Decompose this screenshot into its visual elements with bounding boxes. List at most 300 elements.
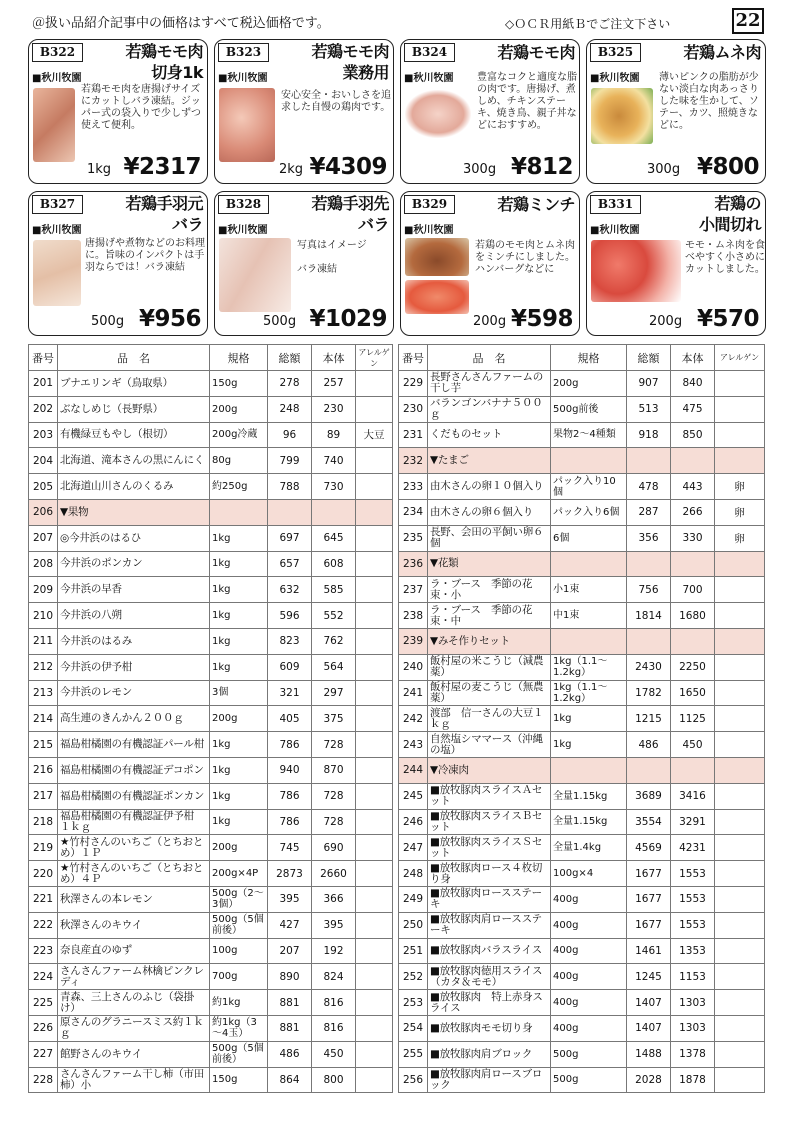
item-name: くだものセット: [428, 422, 551, 448]
item-allergen: [715, 706, 765, 732]
item-base-price: 700: [671, 577, 715, 603]
item-allergen: [715, 603, 765, 629]
item-total-price: 745: [268, 835, 312, 861]
product-card[interactable]: [214, 39, 394, 184]
item-base-price: 3291: [671, 809, 715, 835]
item-number: 240: [399, 654, 428, 680]
item-allergen: [715, 448, 765, 474]
item-total-price: 864: [268, 1067, 312, 1093]
item-name: 福島柑橘園の有機認証ポンカン: [58, 783, 210, 809]
item-number: 210: [29, 603, 58, 629]
product-cards: [28, 39, 766, 337]
item-number: 227: [29, 1041, 58, 1067]
item-allergen: [715, 1041, 765, 1067]
item-name: 有機緑豆もやし（根切）: [58, 422, 210, 448]
table-row: [399, 499, 765, 525]
product-description: 唐揚げや煮物などのお料理に。旨味のインパクトは手羽ならでは！バラ凍結: [85, 238, 205, 273]
table-row: [399, 654, 765, 680]
item-number: 214: [29, 706, 58, 732]
item-spec: 全量1.4kg: [551, 835, 627, 861]
table-row: [399, 912, 765, 938]
table-row: [399, 835, 765, 861]
category-row: [399, 551, 765, 577]
item-spec: 1kg: [210, 732, 268, 758]
item-spec: 100g: [210, 938, 268, 964]
item-allergen: [356, 783, 393, 809]
item-name: 今井浜の八朔: [58, 603, 210, 629]
product-code: B327: [32, 195, 83, 214]
item-base-price: 230: [312, 396, 356, 422]
item-name: ■放牧豚肉スライスＳセット: [428, 835, 551, 861]
table-row: [29, 886, 393, 912]
table-row: [399, 1015, 765, 1041]
item-number: 233: [399, 474, 428, 500]
item-spec: [210, 499, 268, 525]
item-number: 209: [29, 577, 58, 603]
item-name: ぶなしめじ（長野県）: [58, 396, 210, 422]
product-card[interactable]: [586, 39, 766, 184]
item-spec: 1kg: [210, 603, 268, 629]
item-allergen: [356, 809, 393, 835]
item-total-price: 697: [268, 525, 312, 551]
item-base-price: 564: [312, 654, 356, 680]
table-row: [29, 551, 393, 577]
table-row: [29, 628, 393, 654]
item-total-price: 3554: [627, 809, 671, 835]
item-spec: 150g: [210, 1067, 268, 1093]
product-code: B322: [32, 43, 83, 62]
item-spec: 1kg（1.1～1.2kg）: [551, 654, 627, 680]
item-number: 220: [29, 861, 58, 887]
item-number: 224: [29, 964, 58, 990]
item-allergen: [715, 809, 765, 835]
item-allergen: [356, 551, 393, 577]
product-card[interactable]: [28, 39, 208, 184]
product-card[interactable]: [400, 39, 580, 184]
item-total-price: 756: [627, 577, 671, 603]
item-allergen: 卵: [715, 525, 765, 551]
item-total-price: 1677: [627, 861, 671, 887]
product-price: ¥570: [696, 306, 759, 332]
item-total-price: 207: [268, 938, 312, 964]
item-allergen: 大豆: [356, 422, 393, 448]
item-number: 230: [399, 396, 428, 422]
item-number: 255: [399, 1041, 428, 1067]
item-base-price: 450: [671, 732, 715, 758]
item-base-price: [671, 757, 715, 783]
item-allergen: [715, 577, 765, 603]
item-total-price: 3689: [627, 783, 671, 809]
item-name: 北海道、滝本さんの黒にんにく: [58, 448, 210, 474]
item-base-price: 816: [312, 1015, 356, 1041]
item-spec: 果物2～4種類: [551, 422, 627, 448]
item-number: 222: [29, 912, 58, 938]
product-photo: [219, 238, 291, 312]
item-total-price: 632: [268, 577, 312, 603]
item-name: 北海道山川さんのくるみ: [58, 474, 210, 500]
item-number: 207: [29, 525, 58, 551]
product-weight: 200g: [473, 314, 507, 329]
item-total-price: 278: [268, 371, 312, 397]
item-name: 青森、三上さんのふじ（袋掛け）: [58, 990, 210, 1016]
item-base-price: 762: [312, 628, 356, 654]
item-number: 246: [399, 809, 428, 835]
item-name: バランゴンバナナ５００ｇ: [428, 396, 551, 422]
item-base-price: 1125: [671, 706, 715, 732]
item-spec: 400g: [551, 990, 627, 1016]
item-number: 201: [29, 371, 58, 397]
item-total-price: 1407: [627, 990, 671, 1016]
item-total-price: 823: [268, 628, 312, 654]
item-allergen: [356, 1067, 393, 1093]
item-base-price: 645: [312, 525, 356, 551]
item-total-price: 1782: [627, 680, 671, 706]
item-spec: 200g: [210, 706, 268, 732]
item-spec: 200g冷蔵: [210, 422, 268, 448]
item-spec: [551, 551, 627, 577]
item-total-price: 788: [268, 474, 312, 500]
item-number: 229: [399, 371, 428, 397]
table-row: [29, 525, 393, 551]
item-name: 飯村屋の麦こうじ（無農薬）: [428, 680, 551, 706]
item-name: 由木さんの卵１０個入り: [428, 474, 551, 500]
item-allergen: [715, 990, 765, 1016]
table-row: [29, 371, 393, 397]
item-total-price: 799: [268, 448, 312, 474]
item-total-price: 786: [268, 809, 312, 835]
table-row: [399, 474, 765, 500]
item-spec: 400g: [551, 964, 627, 990]
table-row: [399, 990, 765, 1016]
item-spec: 全量1.15kg: [551, 783, 627, 809]
item-number: 231: [399, 422, 428, 448]
item-total-price: 486: [268, 1041, 312, 1067]
item-name: さんさんファーム干し柿（市田柿）小: [58, 1067, 210, 1093]
product-price: ¥800: [696, 154, 759, 180]
table-row: [399, 938, 765, 964]
product-card[interactable]: [400, 191, 580, 336]
item-spec: 1kg: [210, 551, 268, 577]
item-spec: 1kg: [210, 628, 268, 654]
item-total-price: [627, 448, 671, 474]
item-number: 235: [399, 525, 428, 551]
item-spec: 1kg: [210, 783, 268, 809]
col-header-total: 総額: [627, 345, 671, 371]
item-base-price: 1553: [671, 912, 715, 938]
item-spec: 1kg: [551, 732, 627, 758]
table-row: [399, 525, 765, 551]
col-header-number: 番号: [29, 345, 58, 371]
item-base-price: 443: [671, 474, 715, 500]
item-base-price: 840: [671, 371, 715, 397]
item-base-price: 2660: [312, 861, 356, 887]
product-weight: 300g: [463, 162, 497, 177]
item-base-price: 1650: [671, 680, 715, 706]
item-name: ■放牧豚肉肩ロースブロック: [428, 1067, 551, 1093]
item-spec: 200g×4P: [210, 861, 268, 887]
item-spec: 400g: [551, 1015, 627, 1041]
item-spec: 500g: [551, 1067, 627, 1093]
item-base-price: 608: [312, 551, 356, 577]
item-number: 202: [29, 396, 58, 422]
farm-name: ■秋川牧園: [218, 73, 268, 84]
farm-name: ■秋川牧園: [590, 225, 640, 236]
item-name: ■放牧豚肉モモ切り身: [428, 1015, 551, 1041]
item-name: さんさんファーム林檎ピンクレディ: [58, 964, 210, 990]
item-total-price: 513: [627, 396, 671, 422]
item-allergen: [356, 861, 393, 887]
product-name: 若鶏モモ肉 切身1k: [125, 42, 203, 82]
product-price: ¥4309: [309, 154, 387, 180]
product-photo: [405, 90, 471, 138]
farm-name: ■秋川牧園: [404, 225, 454, 236]
item-number: 242: [399, 706, 428, 732]
product-price: ¥1029: [309, 306, 387, 332]
item-name: ■放牧豚肉 特上赤身スライス: [428, 990, 551, 1016]
product-name: 若鶏手羽元 バラ: [125, 194, 203, 234]
item-total-price: 918: [627, 422, 671, 448]
item-total-price: 248: [268, 396, 312, 422]
item-name: 館野さんのキウイ: [58, 1041, 210, 1067]
item-total-price: 890: [268, 964, 312, 990]
item-number: 232: [399, 448, 428, 474]
item-name: 秋澤さんの本レモン: [58, 886, 210, 912]
item-allergen: [715, 938, 765, 964]
item-base-price: 870: [312, 757, 356, 783]
item-allergen: [715, 680, 765, 706]
product-code: B324: [404, 43, 455, 62]
item-allergen: [715, 757, 765, 783]
item-spec: [551, 448, 627, 474]
category-row: [29, 499, 393, 525]
table-row: [29, 757, 393, 783]
product-weight: 1kg: [87, 162, 112, 177]
item-base-price: 585: [312, 577, 356, 603]
item-number: 226: [29, 1015, 58, 1041]
item-number: 208: [29, 551, 58, 577]
item-allergen: [715, 422, 765, 448]
item-base-price: 192: [312, 938, 356, 964]
item-total-price: 1677: [627, 912, 671, 938]
item-name: ▼冷凍肉: [428, 757, 551, 783]
product-weight: 500g: [91, 314, 125, 329]
item-allergen: [715, 1067, 765, 1093]
item-spec: 1kg: [210, 525, 268, 551]
category-row: [399, 628, 765, 654]
item-spec: 1kg（1.1～1.2kg）: [551, 680, 627, 706]
item-allergen: [356, 912, 393, 938]
item-allergen: [356, 628, 393, 654]
table-row: [399, 886, 765, 912]
item-name: 福島柑橘園の有機認証デコポン: [58, 757, 210, 783]
item-total-price: 1677: [627, 886, 671, 912]
item-number: 239: [399, 628, 428, 654]
item-name: ■放牧豚肉スライスＡセット: [428, 783, 551, 809]
item-number: 245: [399, 783, 428, 809]
product-photo: [405, 280, 469, 314]
product-card[interactable]: [214, 191, 394, 336]
item-number: 221: [29, 886, 58, 912]
item-name: ◎今井浜のはるひ: [58, 525, 210, 551]
table-row: [29, 964, 393, 990]
item-number: 248: [399, 861, 428, 887]
col-header-base: 本体: [671, 345, 715, 371]
item-base-price: 850: [671, 422, 715, 448]
item-total-price: 2430: [627, 654, 671, 680]
product-code: B325: [590, 43, 641, 62]
table-row: [29, 1015, 393, 1041]
category-row: [399, 448, 765, 474]
item-spec: 200g: [551, 371, 627, 397]
item-number: 243: [399, 732, 428, 758]
product-name: 若鶏モモ肉 業務用: [311, 42, 389, 82]
product-card[interactable]: [28, 191, 208, 336]
item-allergen: [356, 732, 393, 758]
item-total-price: 1461: [627, 938, 671, 964]
item-spec: 小1束: [551, 577, 627, 603]
item-spec: [551, 757, 627, 783]
item-spec: 1kg: [210, 809, 268, 835]
product-weight: 2kg: [279, 162, 304, 177]
item-allergen: [715, 628, 765, 654]
item-total-price: 2028: [627, 1067, 671, 1093]
item-base-price: 450: [312, 1041, 356, 1067]
item-total-price: 405: [268, 706, 312, 732]
item-base-price: 1303: [671, 990, 715, 1016]
item-base-price: 740: [312, 448, 356, 474]
table-row: [29, 396, 393, 422]
product-photo: [33, 88, 75, 162]
table-row: [399, 809, 765, 835]
item-name: ラ・ブース 季節の花束・小: [428, 577, 551, 603]
item-allergen: [715, 861, 765, 887]
item-total-price: 1245: [627, 964, 671, 990]
item-total-price: 940: [268, 757, 312, 783]
item-number: 251: [399, 938, 428, 964]
item-name: ★竹村さんのいちご（とちおとめ）４Ｐ: [58, 861, 210, 887]
table-row: [29, 654, 393, 680]
col-header-allergen: アレルゲン: [715, 345, 765, 371]
item-name: 今井浜の伊予柑: [58, 654, 210, 680]
item-allergen: 卵: [715, 499, 765, 525]
item-total-price: 786: [268, 783, 312, 809]
product-photo: [591, 88, 653, 144]
item-number: 256: [399, 1067, 428, 1093]
farm-name: ■秋川牧園: [404, 73, 454, 84]
col-header-total: 総額: [268, 345, 312, 371]
table-row: [29, 1067, 393, 1093]
item-spec: 500g: [551, 1041, 627, 1067]
item-number: 249: [399, 886, 428, 912]
item-base-price: 1553: [671, 861, 715, 887]
item-base-price: [312, 499, 356, 525]
item-base-price: 266: [671, 499, 715, 525]
item-allergen: [715, 835, 765, 861]
item-name: ■放牧豚肉ロース４枚切り身: [428, 861, 551, 887]
item-base-price: 1680: [671, 603, 715, 629]
item-number: 216: [29, 757, 58, 783]
table-row: [399, 732, 765, 758]
item-name: ■放牧豚肉バラスライス: [428, 938, 551, 964]
item-base-price: 1353: [671, 938, 715, 964]
item-base-price: 1153: [671, 964, 715, 990]
item-total-price: 1814: [627, 603, 671, 629]
item-base-price: 824: [312, 964, 356, 990]
item-allergen: [715, 912, 765, 938]
table-row: [399, 861, 765, 887]
item-total-price: 786: [268, 732, 312, 758]
product-code: B328: [218, 195, 269, 214]
item-total-price: 881: [268, 1015, 312, 1041]
item-allergen: [356, 1015, 393, 1041]
table-row: [29, 835, 393, 861]
item-base-price: 800: [312, 1067, 356, 1093]
item-number: 238: [399, 603, 428, 629]
item-name: ■放牧豚肉スライスＢセット: [428, 809, 551, 835]
item-allergen: [715, 396, 765, 422]
item-spec: 500g（2～3個）: [210, 886, 268, 912]
item-allergen: [356, 525, 393, 551]
item-name: 今井浜のポンカン: [58, 551, 210, 577]
item-allergen: [356, 706, 393, 732]
item-allergen: [715, 1015, 765, 1041]
item-base-price: 728: [312, 809, 356, 835]
item-base-price: [671, 628, 715, 654]
table-row: [399, 422, 765, 448]
farm-name: ■秋川牧園: [590, 73, 640, 84]
item-spec: 6個: [551, 525, 627, 551]
table-row: [29, 938, 393, 964]
item-name: 今井浜のレモン: [58, 680, 210, 706]
item-total-price: 395: [268, 886, 312, 912]
item-name: ★竹村さんのいちご（とちおとめ）１Ｐ: [58, 835, 210, 861]
item-name: ▼みそ作りセット: [428, 628, 551, 654]
item-number: 211: [29, 628, 58, 654]
product-code: B331: [590, 195, 641, 214]
product-price: ¥598: [510, 306, 573, 332]
item-number: 204: [29, 448, 58, 474]
item-total-price: [268, 499, 312, 525]
product-description: 薄いピンクの脂肪が少ない淡白な肉あっさりした味を生かして、ソテー、カツ、照焼きなどに。: [659, 72, 759, 131]
item-spec: 150g: [210, 371, 268, 397]
item-number: 228: [29, 1067, 58, 1093]
item-number: 203: [29, 422, 58, 448]
item-spec: 400g: [551, 938, 627, 964]
item-total-price: 596: [268, 603, 312, 629]
item-name: 福島柑橘園の有機認証パール柑: [58, 732, 210, 758]
item-base-price: 366: [312, 886, 356, 912]
item-base-price: 330: [671, 525, 715, 551]
item-total-price: 356: [627, 525, 671, 551]
item-allergen: [356, 396, 393, 422]
table-row: [29, 732, 393, 758]
item-spec: [551, 628, 627, 654]
item-name: ■放牧豚肉ロースステーキ: [428, 886, 551, 912]
table-row: [399, 964, 765, 990]
item-total-price: [627, 757, 671, 783]
product-card[interactable]: [586, 191, 766, 336]
table-row: [399, 396, 765, 422]
item-number: 206: [29, 499, 58, 525]
table-row: [399, 603, 765, 629]
product-weight: 300g: [647, 162, 681, 177]
item-base-price: 1553: [671, 886, 715, 912]
product-weight: 500g: [263, 314, 297, 329]
table-row: [29, 448, 393, 474]
item-allergen: [356, 1041, 393, 1067]
item-spec: 500g前後: [551, 396, 627, 422]
product-price: ¥2317: [123, 154, 201, 180]
